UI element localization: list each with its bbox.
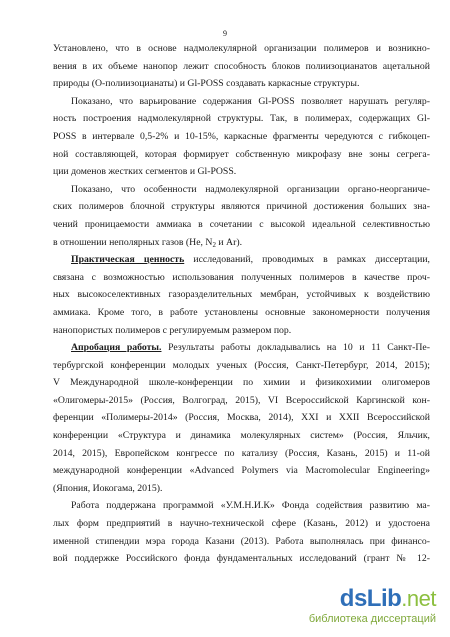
body-line: международной конференции «Advanced Polymers via Macromolecular Engineering» [53,465,430,477]
body-line: природы (О-полиизоцианаты) и Gl-POSS создавать каркасные структуры. [53,78,360,90]
body-line: ских полимеров блочной структуры являются причиной достижения больших зна- [53,201,430,213]
body-line: Показано, что варьирование содержания Gl-POSS позволяет нарушать регуляр- [71,95,430,107]
body-line: именной стипендии мэра города Казани (2013). Работа выполнялась при финансо- [53,535,430,547]
body-line: вой поддержке Российского фонда фундаментальных исследований (грант № 12- [53,553,430,565]
logo-text [340,585,436,613]
body-line: Установлено, что в основе надмолекулярной организации полимеров и возникно- [53,43,430,54]
body-line: тербургской конференции молодых ученых (Россия, Санкт-Петербург, 2014, 2015); [53,359,430,371]
watermark-logo[interactable] [340,585,436,613]
logo-tld: .net [401,586,436,611]
body-line: связана с возможностью использования полученных полимеров в качестве проч- [53,271,430,283]
body-line: (Япония, Иокогама, 2015). [53,482,163,494]
body-line: «Олигомеры-2015» (Россия, Волгоград, 2015), VI Всероссийской Каргинской кон- [53,394,430,406]
body-line: чений проницаемости аммиака в сочетании с высокой идеальной селективностью [53,218,430,230]
section-heading-practical-value: Практическая ценность [71,254,185,266]
watermark-tagline: библиотека диссертаций [308,613,436,625]
body-line: V Международной школе-конференции по химии и физикохимии олигомеров [53,377,430,389]
body-line [53,234,430,252]
body-line: аммиака. Кроме того, в работе установлены основные закономерности получения [53,306,430,318]
watermark-overlay [0,565,450,637]
body-line: ференции «Полимеры-2014» (Россия, Москва, 2014), XXI и XXII Всероссийской [53,412,430,424]
body-line: 2014, 2015), Европейском конгрессе по катализу (Россия, Казань, 2015) и 11-ой [53,447,430,459]
body-line: Показано, что особенности надмолекулярной организации органо-неорганиче- [71,183,430,195]
body-line: вения в их объеме нанопор лежит способность блоков полиизоцианатов ацетальной [53,60,430,72]
body-line: нанопористых полимеров с регулируемым размером пор. [53,324,292,336]
section-heading-approbation: Апробация работы. [71,342,162,354]
document-body [53,40,430,568]
body-line: ных высокоселективных газоразделительных мембран, устойчивых к воздействию [53,289,430,301]
body-line: конференции «Структура и динамика молекулярных систем» (Россия, Яльчик, [53,430,430,442]
body-line: ции доменов жестких сегментов и Gl-POSS. [53,166,237,178]
body-line: ность построения надмолекулярной структуры. Так, в полимерах, содержащих Gl- [53,113,430,125]
body-line: POSS в интервале 0,5-2% и 10-15%, каркасные фрагменты чередуются с гибкоцеп- [53,130,430,142]
heading-continuation: Результаты работы докладывались на 10 и 11 Санкт-Пе- [161,342,430,354]
heading-continuation: исследований, проводимых в рамках диссертации, [184,254,430,266]
subscript: 2 [212,240,216,249]
gas-list-text: в отношении неполярных газов (He, N [53,236,213,248]
body-line: ной составляющей, которая формирует собственную микрофазу вне зоны сегрега- [53,148,430,160]
page-number: 9 [223,29,227,38]
logo-main: dsLib [339,585,402,612]
gas-list-tail: и Ar). [218,236,243,248]
body-line: Работа поддержана программой «У.М.Н.И.К» Фонда содействия развитию ма- [71,500,430,512]
body-line [53,251,430,269]
body-line [53,339,430,357]
body-line: лых форм предприятий в научно-технической сфере (Казань, 2012) и удостоена [53,518,430,530]
